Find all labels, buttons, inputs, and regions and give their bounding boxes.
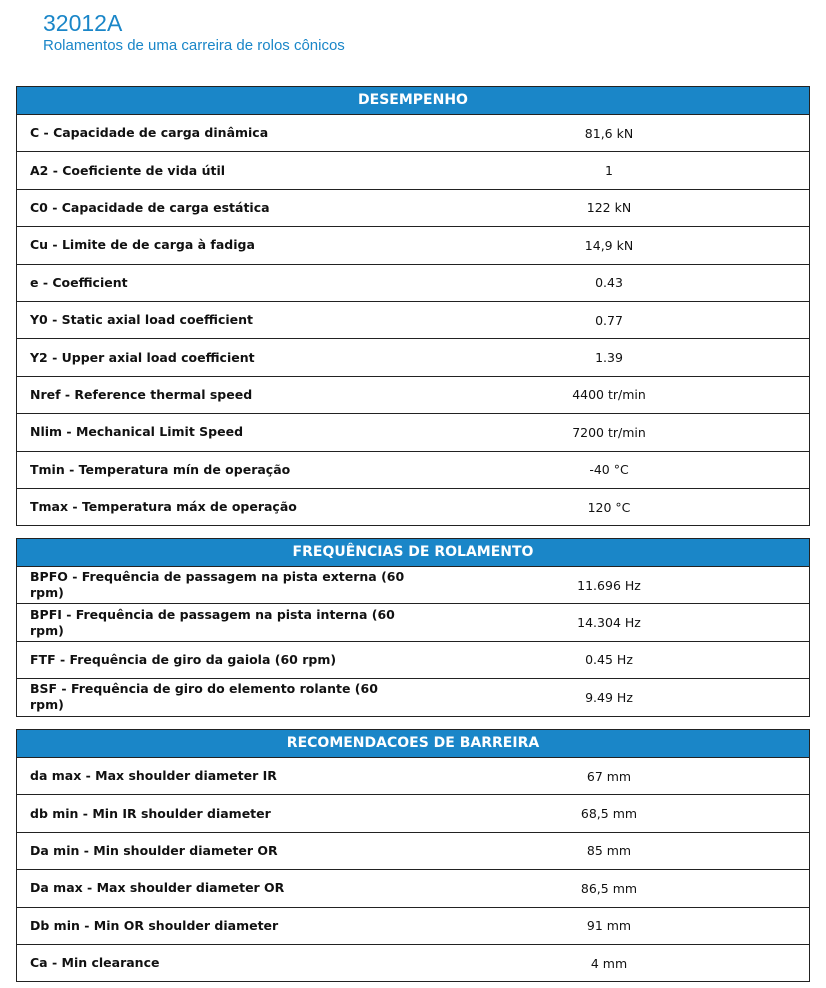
page-subtitle: Rolamentos de uma carreira de rolos cônicos: [43, 37, 345, 54]
row-value: 0.77: [595, 312, 623, 328]
table-row: [17, 302, 809, 339]
table-row: [17, 190, 809, 227]
row-value: 91 mm: [586, 918, 632, 934]
table-row: [17, 414, 809, 451]
row-value: 81,6 kN: [584, 125, 634, 141]
row-label: Da max - Max shoulder diameter OR: [30, 880, 285, 896]
table-row: [17, 339, 809, 376]
row-value: 14.304 Hz: [577, 615, 641, 631]
page-header: [43, 10, 345, 55]
row-value: 86,5 mm: [580, 880, 638, 896]
table-row: [17, 604, 809, 641]
table-row: [17, 642, 809, 679]
table-row: [17, 833, 809, 870]
table-row: [17, 227, 809, 264]
row-label: C - Capacidade de carga dinâmica: [30, 125, 269, 141]
table-row: [17, 489, 809, 525]
table-row: [17, 795, 809, 832]
row-label: Db min - Min OR shoulder diameter: [30, 917, 279, 933]
row-value: 85 mm: [586, 843, 632, 859]
section-desempenho: [16, 86, 810, 526]
table-row: [17, 152, 809, 189]
row-label: C0 - Capacidade de carga estática: [30, 199, 270, 215]
row-label: FTF - Frequência de giro da gaiola (60 rpm): [30, 651, 337, 667]
row-label: Tmin - Temperatura mín de operação: [30, 461, 291, 477]
row-value: 11.696 Hz: [577, 577, 641, 593]
row-value: 9.49 Hz: [585, 689, 633, 705]
row-label: Y0 - Static axial load coefficient: [30, 312, 253, 328]
row-label: Ca - Min clearance: [30, 955, 160, 971]
row-value: 0.43: [595, 275, 623, 291]
row-value: 1.39: [595, 350, 623, 366]
row-label: BPFI - Frequência de passagem na pista interna (60 rpm): [30, 606, 395, 638]
table-row: [17, 870, 809, 907]
table-row: [17, 908, 809, 945]
row-label: BSF - Frequência de giro do elemento rolante (60 rpm): [30, 681, 378, 713]
table-row: [17, 452, 809, 489]
table-row: [17, 679, 809, 715]
row-value: 4 mm: [590, 955, 628, 971]
row-label: Tmax - Temperatura máx de operação: [30, 499, 297, 515]
table-row: [17, 758, 809, 795]
row-label: Da min - Min shoulder diameter OR: [30, 842, 278, 858]
section-header: DESEMPENHO: [17, 87, 809, 115]
table-row: [17, 115, 809, 152]
row-label: Y2 - Upper axial load coefficient: [30, 349, 255, 365]
table-row: [17, 377, 809, 414]
row-value: 1: [605, 163, 613, 179]
section-recomendacoes: [16, 729, 810, 982]
row-value: 4400 tr/min: [572, 387, 646, 403]
row-label: A2 - Coeficiente de vida útil: [30, 162, 226, 178]
table-row: [17, 567, 809, 604]
section-frequencias: [16, 538, 810, 717]
row-value: -40 °C: [589, 462, 629, 478]
row-value: 68,5 mm: [580, 806, 638, 822]
row-value: 0.45 Hz: [585, 652, 633, 668]
row-label: BPFO - Frequência de passagem na pista externa (60 rpm): [30, 569, 405, 601]
table-row: [17, 265, 809, 302]
page-title: 32012A: [43, 10, 123, 36]
row-label: Cu - Limite de de carga à fadiga: [30, 237, 255, 253]
row-label: db min - Min IR shoulder diameter: [30, 805, 271, 821]
row-label: da max - Max shoulder diameter IR: [30, 768, 277, 784]
row-label: Nref - Reference thermal speed: [30, 386, 253, 402]
table-row: [17, 945, 809, 981]
row-value: 122 kN: [586, 200, 632, 216]
section-header: FREQUÊNCIAS DE ROLAMENTO: [17, 539, 809, 567]
row-value: 14,9 kN: [584, 237, 634, 253]
row-label: e - Coefficient: [30, 274, 128, 290]
row-value: 120 °C: [587, 499, 631, 515]
row-label: Nlim - Mechanical Limit Speed: [30, 424, 244, 440]
section-header: RECOMENDACOES DE BARREIRA: [17, 730, 809, 758]
row-value: 7200 tr/min: [572, 424, 646, 440]
row-value: 67 mm: [586, 768, 632, 784]
